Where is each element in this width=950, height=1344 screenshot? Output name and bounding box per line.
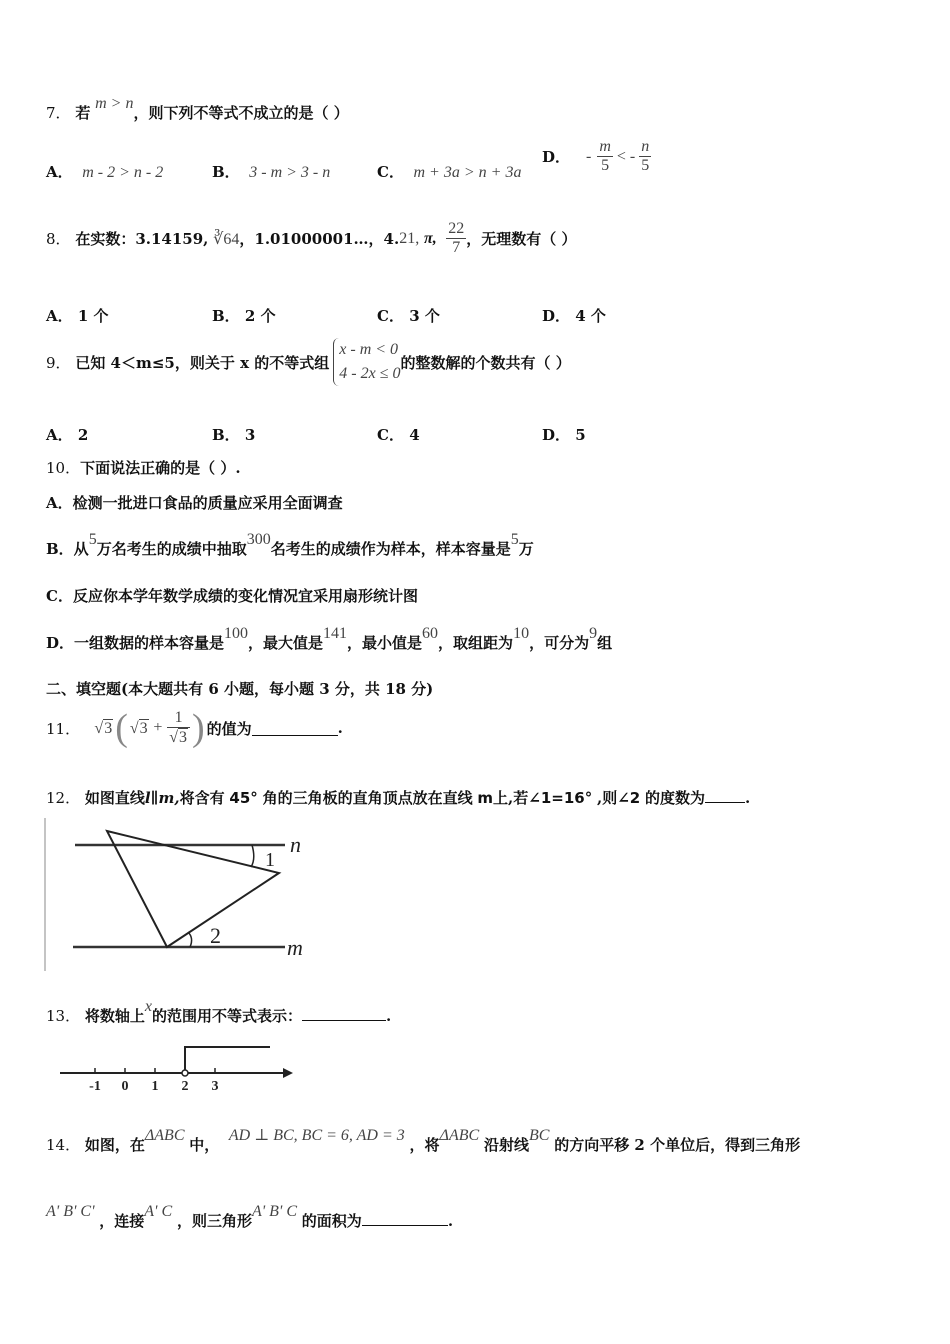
- q9-option-a: A． 2: [46, 426, 89, 444]
- label-m: m: [287, 935, 303, 960]
- q8-stem: 8． 在实数：3.14159, ∛64 ，1.01000001…，4. 21, π, $\frac{22}{7}$ ，无理数有（ ）: [46, 220, 577, 256]
- q11-frac: $\frac{1}{√3}$: [167, 709, 190, 747]
- q10-option-c: C．反应你本学年数学成绩的变化情况宜采用扇形统计图: [46, 587, 418, 605]
- q12-answer-blank[interactable]: [705, 788, 745, 803]
- q9-stem: 9． 已知 4＜m≤5，则关于 x 的不等式组 x - m < 0 4 - 2x ≤ 0 的整数解的个数共有（ ）: [46, 338, 571, 386]
- axis-tick-label: 2: [181, 1079, 189, 1094]
- q10-option-a: A．检测一批进口食品的质量应采用全面调查: [46, 494, 343, 512]
- q13-number-line: [55, 1040, 300, 1098]
- q7-option-b: B． 3 - m > 3 - n: [212, 163, 331, 181]
- axis-tick-label: 3: [211, 1079, 219, 1094]
- q14-line2: A' B' C' ，连接A' C ，则三角形A' B' C 的面积为 .: [46, 1203, 454, 1230]
- q7-option-c: C． m + 3a > n + 3a: [377, 163, 522, 181]
- open-point: [182, 1070, 188, 1076]
- section-2-heading: 二、填空题(本大题共有 6 小题，每小题 3 分，共 18 分): [46, 680, 434, 698]
- q11-answer-blank[interactable]: [252, 721, 338, 736]
- q14-answer-blank[interactable]: [362, 1211, 448, 1226]
- q10-stem: 10．下面说法正确的是（ ）.: [46, 459, 241, 477]
- axis-tick-label: 0: [121, 1079, 129, 1094]
- q14-line1: 14． 如图，在ΔABC 中， AD ⊥ BC, BC = 6, AD = 3 ，将ΔABC 沿射线BC 的方向平移 2 个单位后，得到三角形: [46, 1127, 801, 1154]
- angle-2-arc: [188, 932, 192, 947]
- q13-stem: 13． 将数轴上x的范围用不等式表示： .: [46, 998, 392, 1025]
- label-n: n: [290, 832, 301, 857]
- q7-stem: 7． 若 m > n，则下列不等式不成立的是（ ）: [46, 95, 349, 122]
- axis-arrow: [283, 1068, 293, 1078]
- angle-1-arc: [251, 845, 254, 867]
- q8-option-c: C． 3 个: [377, 307, 440, 325]
- q7-d-frac-m: $\frac{m}{5}$: [599, 138, 611, 174]
- q8-option-a: A． 1 个: [46, 307, 109, 325]
- q8-frac-22-7: $\frac{22}{7}$: [448, 220, 465, 256]
- q8-option-d: D． 4 个: [542, 307, 606, 325]
- q12-stem: 12． 如图直线l∥m,将含有 45° 角的三角板的直角顶点放在直线 m上,若∠1=16° ,则∠2 的度数为 .: [46, 789, 751, 807]
- range-bracket: [185, 1047, 270, 1073]
- q7-d-frac-n: $\frac{n}{5}$: [641, 138, 650, 174]
- q11-stem: 11． √3 ( √3 + $\frac{1}{√3}$ ) 的值为 .: [46, 707, 343, 749]
- q9-inequality-system: x - m < 0 4 - 2x ≤ 0: [333, 338, 400, 386]
- axis-tick-label: -1: [89, 1079, 101, 1094]
- q12-figure: [40, 815, 340, 975]
- q9-option-d: D． 5: [542, 426, 586, 444]
- q8-option-b: B． 2 个: [212, 307, 276, 325]
- q9-option-b: B． 3: [212, 426, 256, 444]
- q10-option-b: B．从5万名考生的成绩中抽取300名考生的成绩作为样本，样本容量是5万: [46, 531, 534, 558]
- q7-option-d: D． - $\frac{m}{5}$ < - $\frac{n}{5}$: [542, 138, 650, 174]
- q13-answer-blank[interactable]: [302, 1006, 386, 1021]
- label-2: 2: [210, 923, 221, 948]
- label-1: 1: [265, 849, 275, 871]
- q9-option-c: C． 4: [377, 426, 420, 444]
- q10-option-d: D．一组数据的样本容量是100，最大值是141，最小值是60，取组距为10，可分为9组: [46, 625, 613, 652]
- q7-option-a: A． m - 2 > n - 2: [46, 163, 164, 181]
- axis-tick-label: 1: [151, 1079, 159, 1094]
